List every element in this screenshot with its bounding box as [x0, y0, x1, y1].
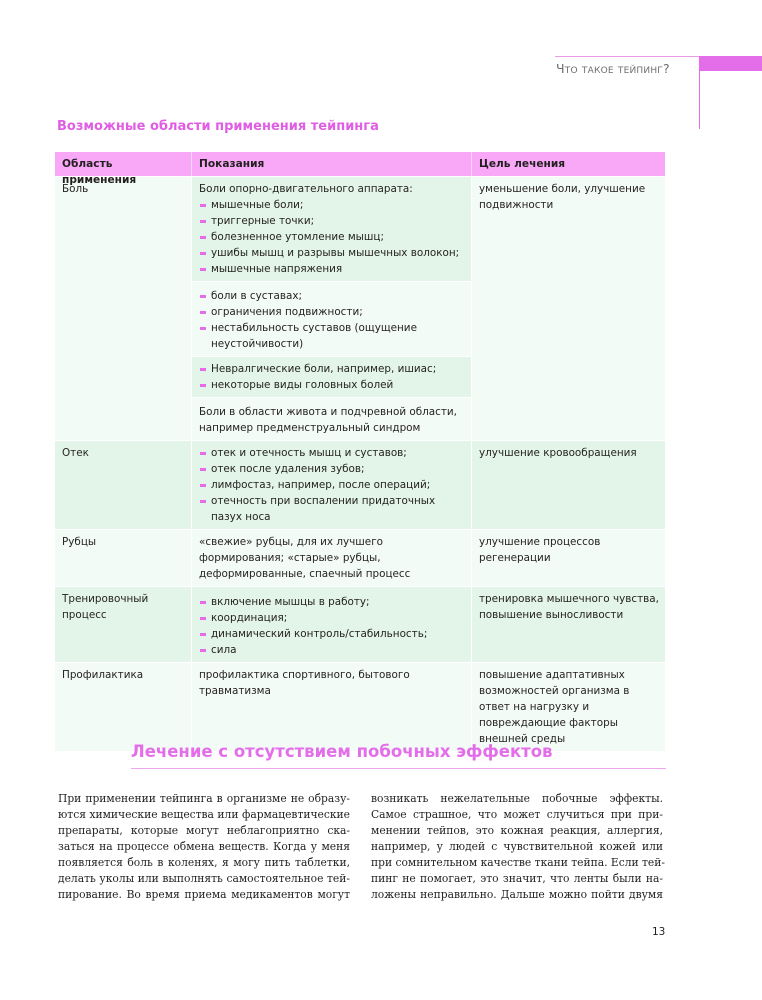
text-line: пирование. Во время приема медикаментов могут [58, 888, 350, 901]
cell-indications [192, 441, 472, 529]
text-line: возникать нежелательные побочные эффекты. [371, 792, 663, 805]
taping-table [55, 152, 665, 752]
table-row [55, 587, 665, 663]
cell-indications [192, 177, 472, 440]
cell-area: Профилактика [55, 663, 192, 751]
text-line: При применении тейпинга в организме не образу- [58, 792, 350, 805]
list-item: триггерные точки; [199, 213, 465, 229]
list-item: нестабильность суставов (ощущение неустойчивости) [199, 320, 465, 352]
text-line: пинг не помогает, это значит, что ленты были на- [371, 872, 663, 885]
column-header-area: Область применения [55, 152, 192, 176]
cell-indications [192, 587, 472, 662]
list-item: отек и отечность мышц и суставов; [199, 445, 465, 461]
text-line: Самое страшное, что может случиться при при- [371, 808, 663, 821]
cell-goal: тренировка мышечного чувства, повышение выносливости [479, 593, 659, 621]
list-item: ограничения подвижности; [199, 304, 465, 320]
list-item: отечность при воспалении придаточных пазух носа [199, 493, 465, 525]
cell-indications: «свежие» рубцы, для их лучшего формирования; «старые» рубцы, деформированные, спаечный процесс [192, 530, 472, 586]
indication-group [192, 357, 471, 398]
text-line: заться на процессе обмена веществ. Когда у меня [58, 840, 350, 853]
body-text-right-column [371, 791, 663, 903]
indication-text: Боли в области живота и подчревной области, например предменструальный синдром [199, 406, 457, 434]
cell-goal: повышение адаптативных возможностей организма в ответ на нагрузку и повреждающие факторы внешней среды [479, 669, 630, 745]
text-line: менении тейпов, это кожная реакция, аллергия, [371, 824, 663, 837]
cell-indications: профилактика спортивного, бытового травматизма [192, 663, 472, 751]
indication-group [192, 177, 471, 282]
indication-group [192, 398, 471, 440]
list-item: мышечные напряжения [199, 261, 465, 277]
section-title-rule [131, 768, 666, 769]
body-text-left-column [58, 791, 350, 903]
section-title: Лечение с отсутствием побочных эффектов [131, 742, 553, 761]
list-item: отек после удаления зубов; [199, 461, 465, 477]
cell-area: Отек [55, 441, 192, 529]
cell-goal: улучшение процессов регенерации [479, 536, 601, 564]
indication-intro: Боли опорно-двигательного аппарата: [199, 183, 413, 195]
list-item: динамический контроль/стабильность; [199, 626, 465, 642]
list-item: болезненное утомление мышц; [199, 229, 465, 245]
cell-area: Тренировочный процесс [55, 587, 192, 662]
list-item: Невралгические боли, например, ишиас; [199, 361, 465, 377]
text-line: например, у людей с чувствительной кожей или [371, 840, 663, 853]
table-row [55, 177, 665, 441]
header-accent-vline [699, 56, 700, 129]
list-item: некоторые виды головных болей [199, 377, 465, 393]
list-item: координация; [199, 610, 465, 626]
text-line: ложены неправильно. Дальше можно пойти двумя [371, 888, 663, 901]
list-item: ушибы мышц и разрывы мышечных волокон; [199, 245, 465, 261]
text-line: препараты, которые могут неблагоприятно ска- [58, 824, 350, 837]
table-header-row [55, 152, 665, 186]
cell-area: Рубцы [55, 530, 192, 586]
text-line: при сомнительном качестве ткани тейпа. Если тей- [371, 856, 665, 869]
running-header-title: Что такое тейпинг? [556, 61, 670, 76]
list-item: включение мышцы в работу; [199, 594, 465, 610]
table-row [55, 441, 665, 530]
text-line: ются химические вещества или фармацевтические [58, 808, 350, 821]
cell-goal: уменьшение боли, улучшение подвижности [479, 183, 646, 211]
page-number: 13 [652, 926, 666, 938]
list-item: лимфостаз, например, после операций; [199, 477, 465, 493]
table-row [55, 530, 665, 587]
column-header-goal: Цель лечения [479, 158, 566, 170]
list-item: боли в суставах; [199, 288, 465, 304]
text-line: делать уколы или выполнять самостоятельное тей- [58, 872, 350, 885]
indication-group [192, 282, 471, 357]
header-accent-block [699, 56, 762, 71]
table-row [55, 663, 665, 752]
cell-area: Боль [55, 177, 192, 440]
column-header-indications: Показания [192, 152, 472, 176]
cell-goal: улучшение кровообращения [479, 447, 637, 459]
list-item: сила [199, 642, 465, 658]
table-title: Возможные области применения тейпинга [57, 119, 379, 134]
list-item: мышечные боли; [199, 197, 465, 213]
text-line: появляется боль в коленях, я могу пить таблетки, [58, 856, 350, 869]
